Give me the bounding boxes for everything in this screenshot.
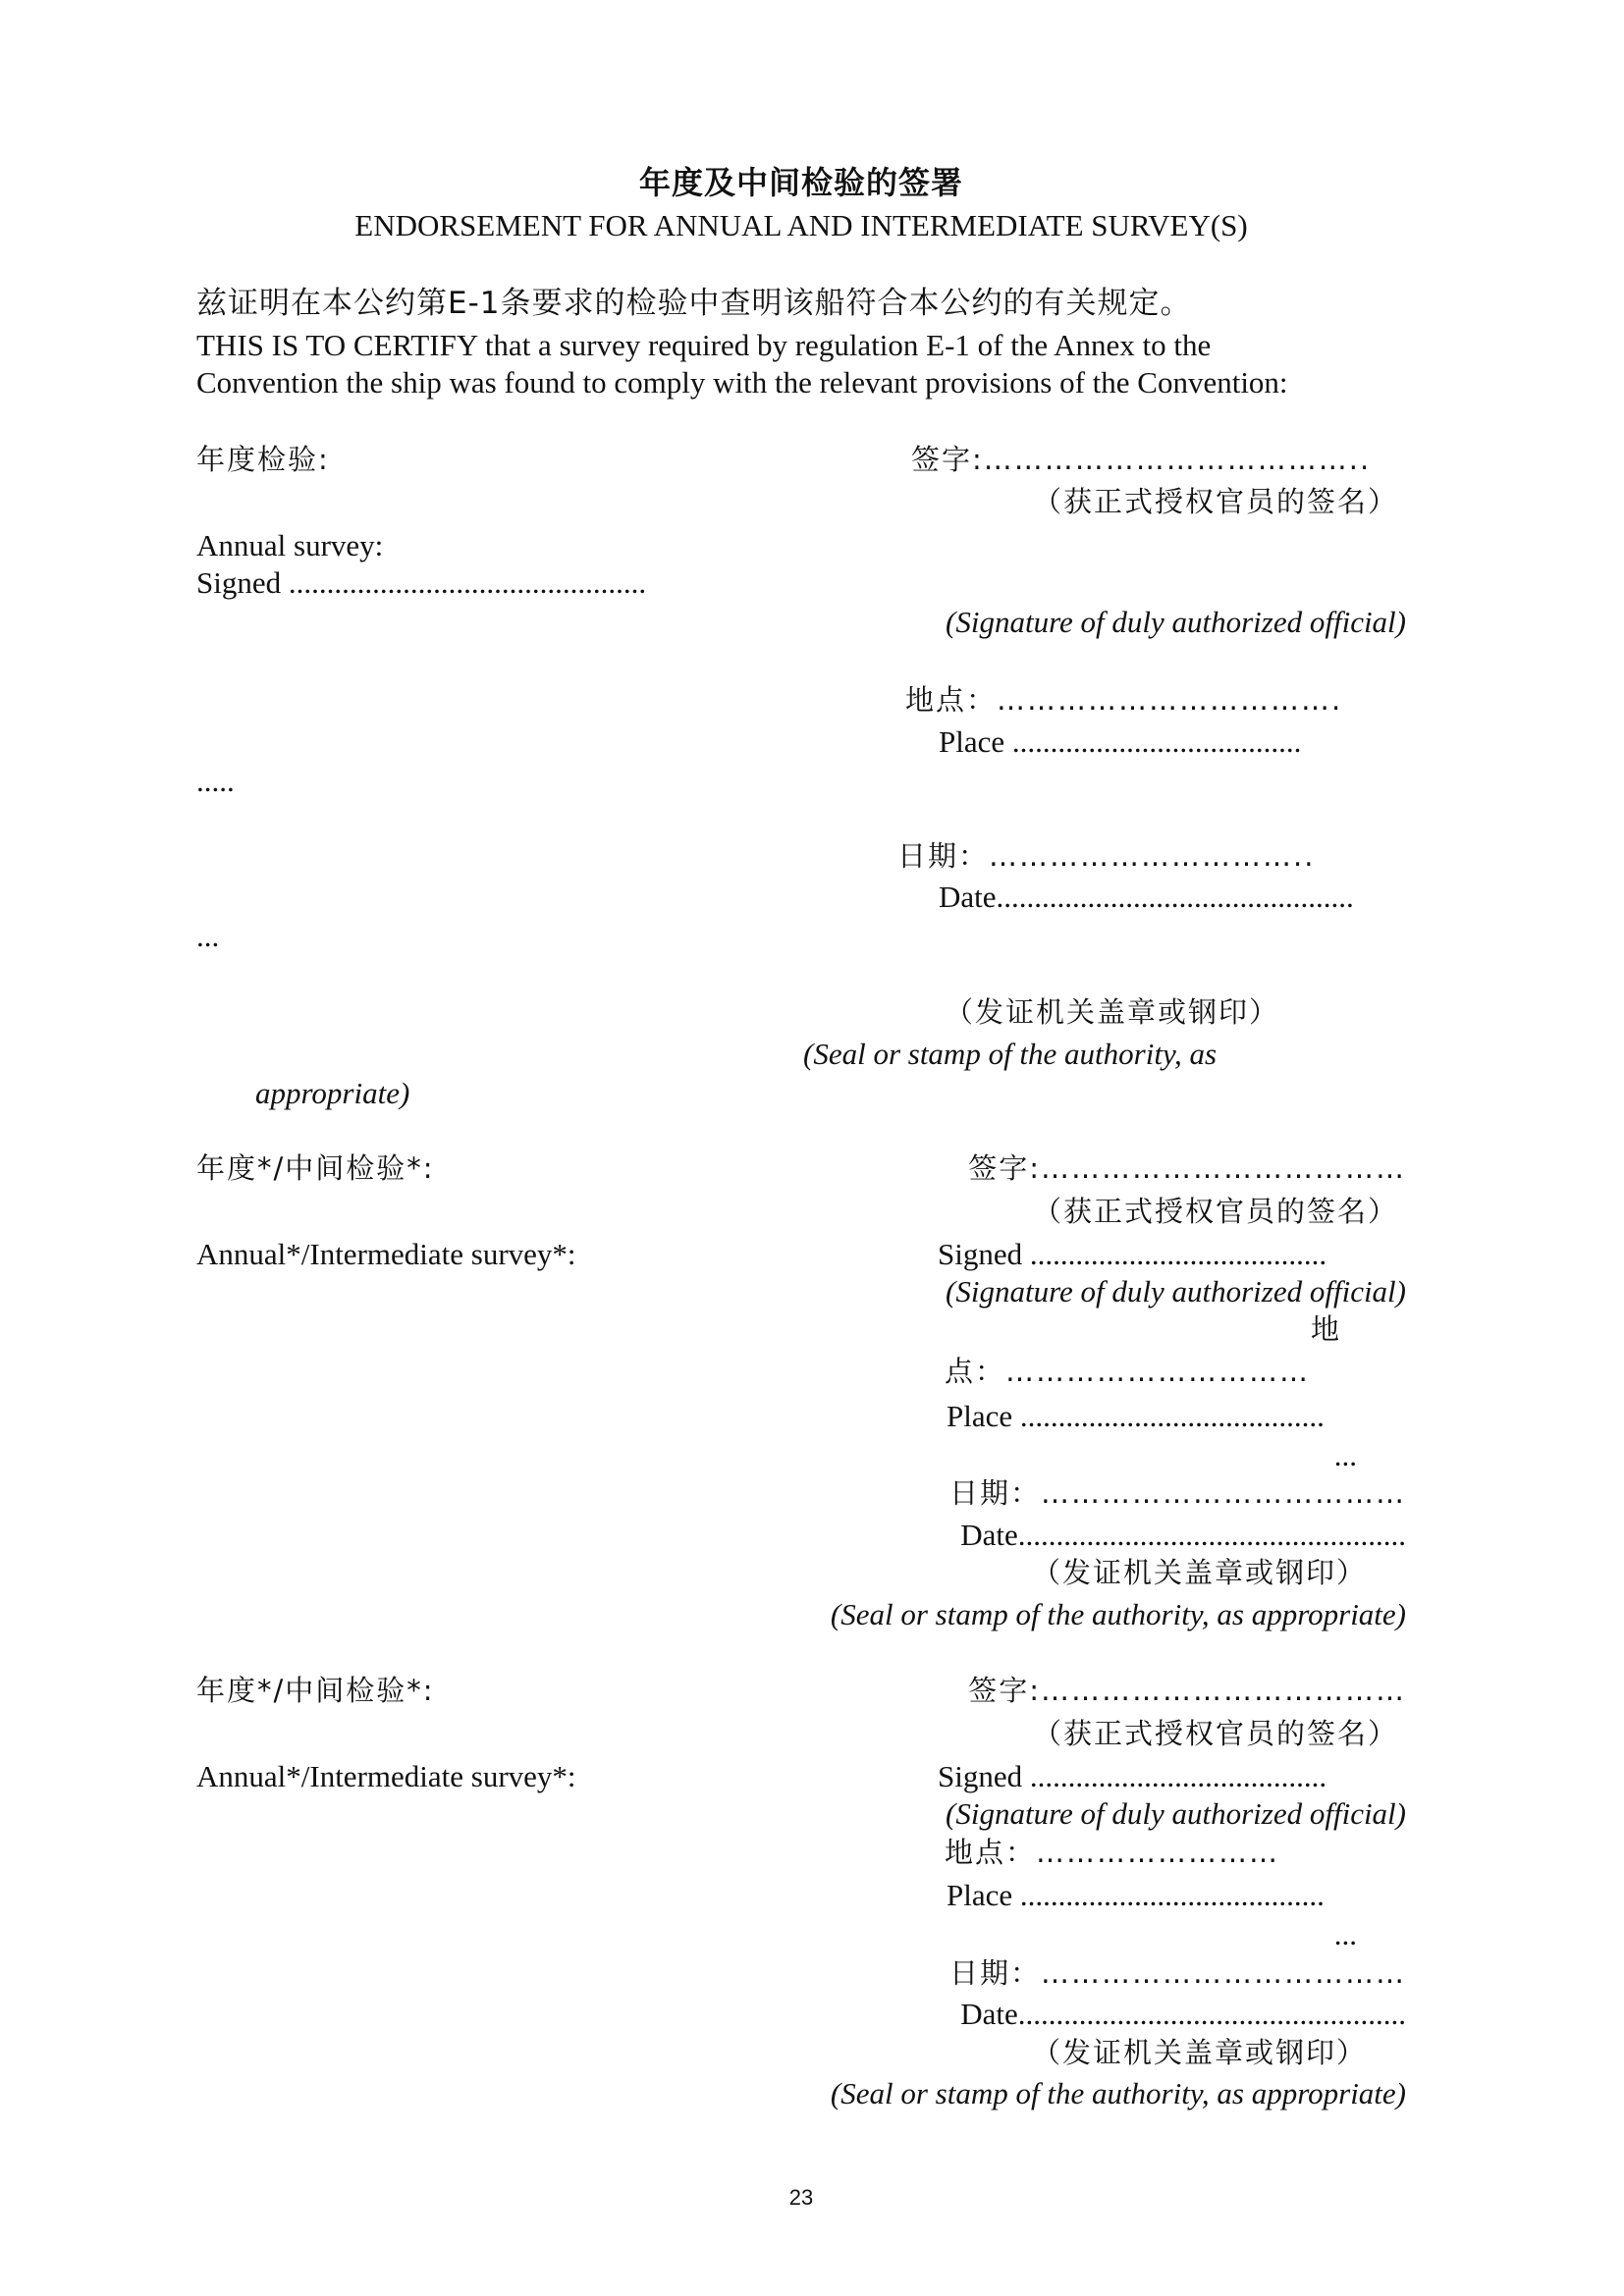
date-field-zh: 日期：………………………….. (897, 839, 1316, 873)
official-signature-caption-zh: （获正式授权官员的签名） (1032, 1717, 1398, 1750)
seal-caption-zh: （发证机关盖章或钢印） (1031, 1556, 1367, 1589)
date-field-en: Date................................................... (960, 1997, 1406, 2031)
date-field-en: Date................................................... (960, 1518, 1406, 1552)
official-signature-caption-en: (Signature of duly authorized official) (946, 1796, 1406, 1831)
signature-field-zh: 签字:……………………………… (968, 1151, 1406, 1185)
seal-caption-en-continued: appropriate) (255, 1076, 410, 1110)
seal-caption-zh: （发证机关盖章或钢印） (945, 995, 1280, 1029)
official-signature-caption-zh: （获正式授权官员的签名） (1032, 485, 1398, 518)
dots-fragment: ... (1333, 1438, 1357, 1472)
place-field-zh: 地点：……………………………. (905, 683, 1343, 717)
annual-intermediate-label-en: Annual*/Intermediate survey*: (196, 1759, 576, 1793)
official-signature-caption-en: (Signature of duly authorized official) (946, 605, 1406, 639)
title-zh: 年度及中间检验的签署 (638, 165, 964, 200)
official-signature-caption-zh: （获正式授权官员的签名） (1032, 1195, 1398, 1228)
intro-zh: 兹证明在本公约第E-1条要求的检验中查明该船符合本公约的有关规定。 (196, 286, 1192, 321)
annual-survey-label-en: Annual survey: (196, 528, 384, 562)
signature-field-zh: 签字:……………………………… (968, 1674, 1406, 1707)
date-field-zh: 日期：……………………………… (948, 1476, 1406, 1510)
signed-field-en: Signed ............................................... (196, 565, 647, 600)
seal-caption-zh: （发证机关盖章或钢印） (1031, 2036, 1367, 2069)
intro-en-line1: THIS IS TO CERTIFY that a survey required by regulation E-1 of the Annex to the (196, 328, 1212, 362)
place-field-zh-part2: 点：………………………… (945, 1355, 1311, 1388)
dots-fragment: ..... (196, 764, 235, 798)
date-field-en: Date............................................... (939, 880, 1354, 914)
seal-caption-en: (Seal or stamp of the authority, as appropriate) (830, 1597, 1406, 1631)
signature-field-zh: 签字:……………………………….. (911, 443, 1372, 476)
date-field-zh: 日期：……………………………… (948, 1956, 1406, 1990)
signed-field-en: Signed ....................................... (938, 1759, 1327, 1793)
seal-caption-en: (Seal or stamp of the authority, as (803, 1037, 1218, 1071)
place-field-zh: 地点：…………………… (945, 1836, 1280, 1869)
place-field-en: Place ........................................ (947, 1878, 1325, 1912)
official-signature-caption-en: (Signature of duly authorized official) (946, 1274, 1406, 1308)
dots-fragment: ... (1333, 1917, 1357, 1951)
page-number: 23 (788, 2185, 814, 2210)
dots-fragment: ... (196, 919, 220, 953)
signed-field-en: Signed ....................................... (938, 1237, 1327, 1271)
annual-intermediate-label-en: Annual*/Intermediate survey*: (196, 1237, 576, 1271)
title-en: ENDORSEMENT FOR ANNUAL AND INTERMEDIATE SURVEY(S) (354, 208, 1248, 242)
annual-intermediate-label-zh: 年度*/中间检验*: (196, 1674, 435, 1707)
place-field-zh-part1: 地 (1310, 1312, 1341, 1346)
intro-en-line2: Convention the ship was found to comply with the relevant provisions of the Convention: (196, 365, 1288, 400)
seal-caption-en: (Seal or stamp of the authority, as appropriate) (830, 2076, 1406, 2110)
place-field-en: Place ........................................ (947, 1399, 1325, 1433)
annual-survey-label-zh: 年度检验: (196, 443, 330, 476)
annual-intermediate-label-zh: 年度*/中间检验*: (196, 1151, 435, 1185)
place-field-en: Place ...................................... (939, 724, 1302, 759)
